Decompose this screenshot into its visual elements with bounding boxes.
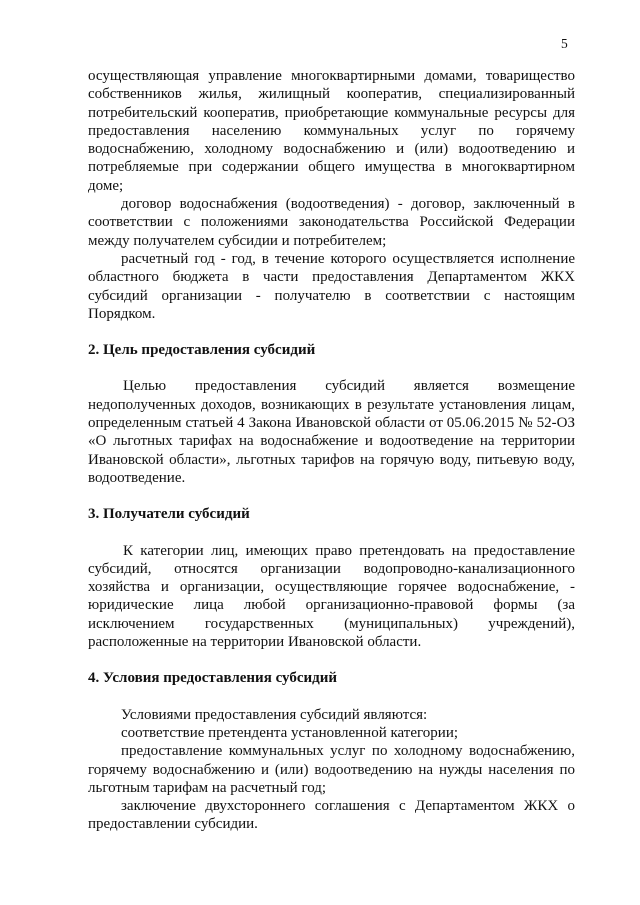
paragraph-definition-continuation: осуществляющая управление многоквартирными домами, товарищество собственников жилья, жилищный кооператив, специализированный потребительский кооператив, приобретающие коммунальные ресурсы для предоставления населению коммунальных услуг по горячему водоснабжению, холодному водоснабжению и (или) водоотведению и потребляемые при содержании общего имущества в многоквартирном доме; bbox=[88, 68, 575, 194]
section-4-condition-item: заключение двухстороннего соглашения с Департаментом ЖКХ о предоставлении субсидии. bbox=[88, 798, 575, 833]
section-4-intro: Условиями предоставления субсидий являются: bbox=[121, 706, 428, 723]
section-4-condition-item: соответствие претендента установленной категории; bbox=[121, 724, 459, 741]
section-4-heading: 4. Условия предоставления субсидий bbox=[88, 670, 338, 687]
page-number: 5 bbox=[561, 36, 568, 51]
document-body bbox=[88, 67, 575, 834]
section-3-heading: 3. Получатели субсидий bbox=[88, 506, 250, 523]
section-3-paragraph: К категории лиц, имеющих право претендовать на предоставление субсидий, относятся организации водопроводно-канализационного хозяйства и организации, осуществляющие горячее водоснабжение, - юридические лица любой организационно-правовой формы (за исключением государственных (муниципальных) учреждений), расположенные на территории Ивановской области. bbox=[88, 542, 575, 651]
paragraph-fiscal-year-definition: расчетный год - год, в течение которого осуществляется исполнение областного бюджета в части предоставления Департаментом ЖКХ субсидий организации - получателю в соответствии с настоящим Порядком. bbox=[88, 250, 575, 322]
paragraph-water-contract-definition: договор водоснабжения (водоотведения) - договор, заключенный в соответствии с положениями законодательства Российской Федерации между получателем субсидии и потребителем; bbox=[88, 196, 575, 249]
section-2-paragraph: Целью предоставления субсидий является возмещение недополученных доходов, возникающих в результате установления лицам, определенным статьей 4 Закона Ивановской области от 05.06.2015 № 52-ОЗ «О льготных тарифах на водоснабжение и водоотведение на территории Ивановской области», льготных тарифов на горячую воду, питьевую воду, водоотведение. bbox=[88, 378, 575, 486]
section-4-condition-item: предоставление коммунальных услуг по холодному водоснабжению, горячему водоснабжению и (или) водоотведению на нужды населения по льготным тарифам на расчетный год; bbox=[88, 743, 575, 796]
section-2-heading: 2. Цель предоставления субсидий bbox=[88, 342, 316, 359]
